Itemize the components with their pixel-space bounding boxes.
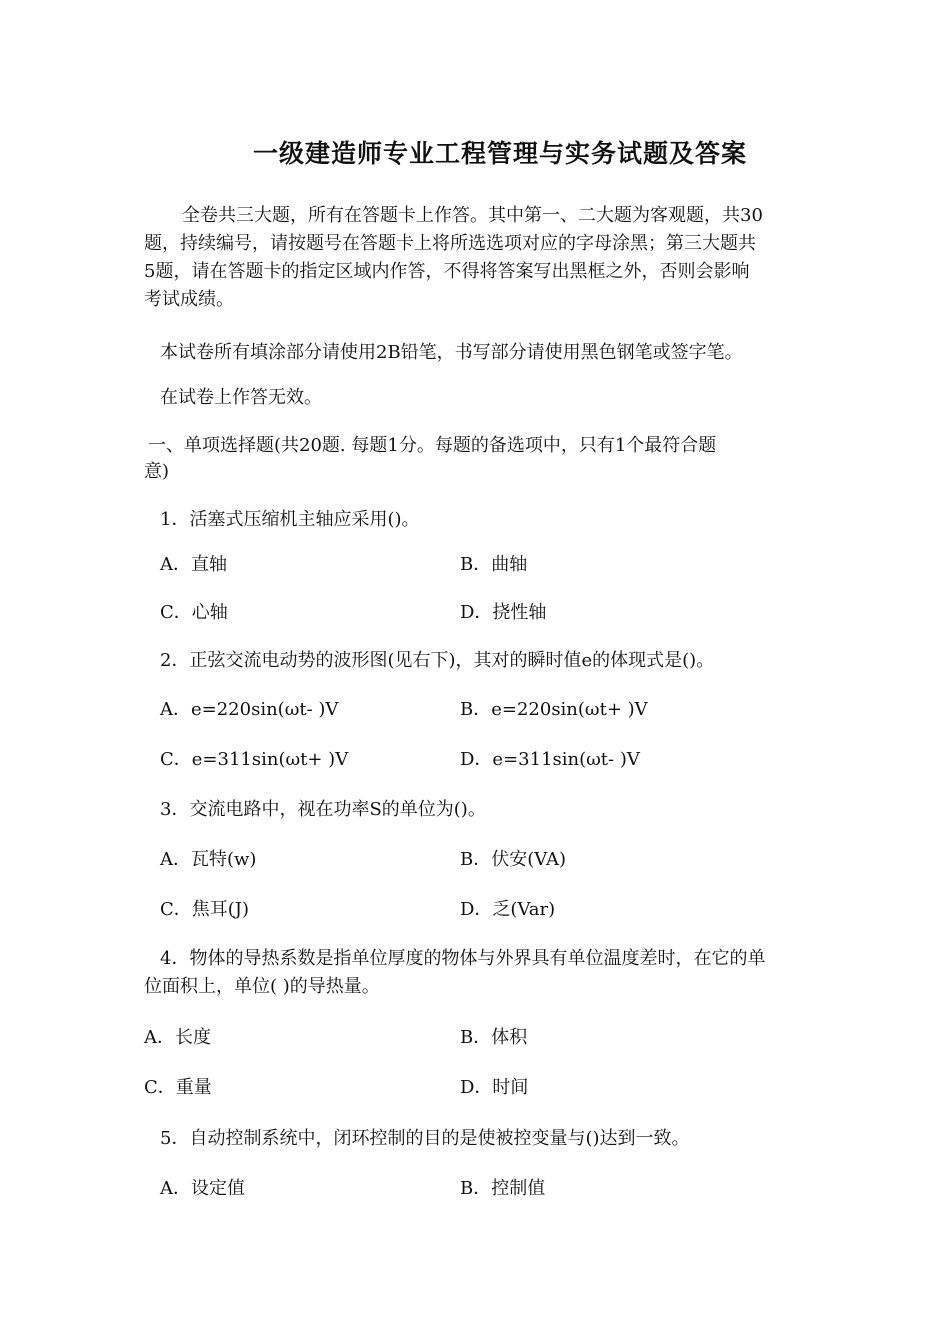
- section-heading-line-1: 一、单项选择题(共20题. 每题1分。每题的备选项中，只有1个最符合题: [148, 435, 717, 456]
- question-4-option-d: D．时间: [460, 1077, 529, 1098]
- question-2-stem: 2．正弦交流电动势的波形图(见右下)，其对的瞬时值e的体现式是()。: [160, 650, 715, 671]
- intro-line-3: 5题，请在答题卡的指定区域内作答，不得将答案写出黑框之外，否则会影响: [144, 261, 750, 282]
- question-4-option-c: C．重量: [144, 1077, 212, 1098]
- question-4-option-a: A．长度: [144, 1027, 211, 1048]
- question-3-option-a: A．瓦特(w): [160, 849, 257, 870]
- question-5-option-b: B．控制值: [460, 1178, 546, 1199]
- notice-invalid: 在试卷上作答无效。: [160, 387, 322, 408]
- question-5-option-a: A．设定值: [160, 1178, 245, 1199]
- question-3-option-d: D．乏(Var): [460, 899, 556, 920]
- question-1-option-b: B．曲轴: [460, 554, 528, 575]
- question-3-option-b: B．伏安(VA): [460, 849, 567, 870]
- notice-pencil: 本试卷所有填涂部分请使用2B铅笔，书写部分请使用黑色钢笔或签字笔。: [160, 342, 743, 363]
- question-1-option-c: C．心轴: [160, 602, 228, 623]
- question-1-option-d: D．挠性轴: [460, 602, 547, 623]
- question-5-stem: 5．自动控制系统中，闭环控制的目的是使被控变量与()达到一致。: [160, 1128, 690, 1149]
- question-2-option-c: C．e=311sin(ωt+ )V: [160, 749, 349, 770]
- question-4-stem-line-2: 位面积上，单位( )的导热量。: [144, 976, 380, 997]
- intro-line-2: 题，持续编号，请按题号在答题卡上将所选选项对应的字母涂黑；第三大题共: [144, 233, 756, 254]
- question-3-stem: 3．交流电路中，视在功率S的单位为()。: [160, 799, 486, 820]
- question-4-option-b: B．体积: [460, 1027, 528, 1048]
- question-2-option-d: D．e=311sin(ωt- )V: [460, 749, 640, 770]
- question-2-option-b: B．e=220sin(ωt+ )V: [460, 699, 648, 720]
- section-heading-line-2: 意): [144, 461, 170, 482]
- question-4-stem-line-1: 4．物体的导热系数是指单位厚度的物体与外界具有单位温度差时，在它的单: [160, 948, 766, 969]
- question-3-option-c: C．焦耳(J): [160, 899, 250, 920]
- question-1-stem: 1．活塞式压缩机主轴应采用()。: [160, 509, 420, 530]
- document-title: 一级建造师专业工程管理与实务试题及答案: [252, 139, 747, 168]
- intro-line-1: 全卷共三大题，所有在答题卡上作答。其中第一、二大题为客观题，共30: [182, 205, 763, 226]
- question-1-option-a: A．直轴: [160, 554, 227, 575]
- intro-line-4: 考试成绩。: [144, 289, 234, 310]
- question-2-option-a: A．e=220sin(ωt- )V: [160, 699, 339, 720]
